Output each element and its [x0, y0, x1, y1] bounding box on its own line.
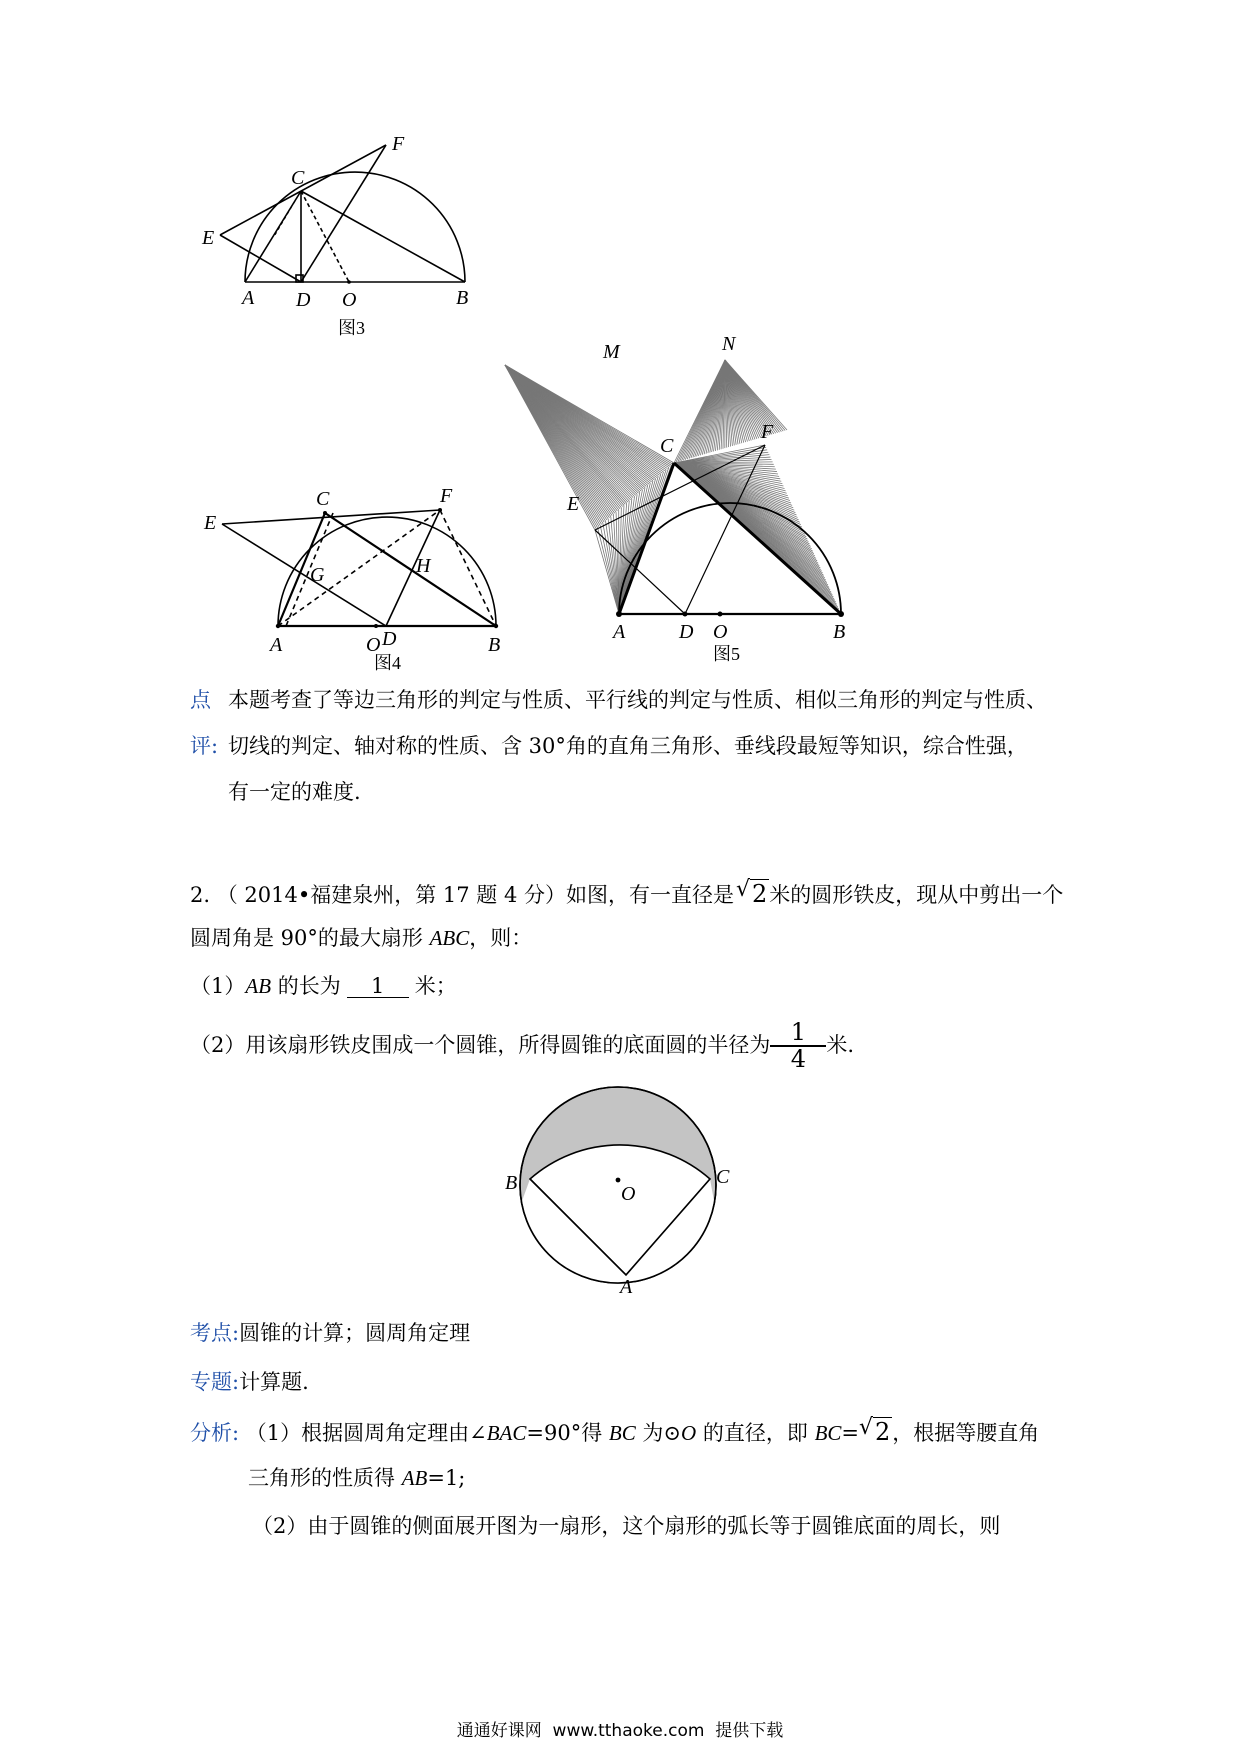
q2-fraction-numerator: 1 [790, 1018, 806, 1046]
circle-label-B: B [505, 1172, 518, 1194]
fenxi-text-f: ，根据等腰直角 [892, 1421, 1040, 1445]
q1-answer-blank [347, 976, 409, 998]
fig5-label-D: D [679, 621, 694, 643]
segment-bc: BC [608, 1421, 636, 1445]
fig5-caption: 图5 [713, 644, 740, 664]
fig5-label-O: O [713, 621, 728, 643]
circle-o: O [681, 1421, 697, 1445]
fenxi-label: 分析: [190, 1421, 240, 1445]
fenxi-sqrt [859, 1415, 892, 1446]
fig4-label-O: O [366, 634, 381, 656]
problem2-intro: 2. （ 2014•福建泉州，第 17 题 4 分）如图，有一直径是 [190, 883, 734, 907]
problem2-intro-tail: 米的圆形铁皮，现从中剪出一个 [769, 883, 1064, 907]
zhuanti-text: 计算题. [239, 1370, 309, 1394]
fig4-label-E: E [204, 512, 217, 534]
fig4-label-G: G [310, 564, 325, 586]
q2-answer-blank [770, 1018, 826, 1073]
fig4-caption: 图4 [374, 653, 401, 673]
angle-name: BAC [486, 1421, 527, 1445]
kaodian-text: 圆锥的计算；圆周角定理 [239, 1321, 471, 1345]
kaodian-label: 考点: [190, 1321, 240, 1345]
page-footer: 通通好课网 www.tthaoke.com 提供下载 [456, 1721, 784, 1741]
fig3-caption: 图3 [338, 318, 365, 338]
figure-3 [200, 133, 540, 385]
problem2-line-2 [190, 928, 532, 949]
fig5-label-M: M [603, 341, 620, 363]
q2-unit: 米. [826, 1032, 855, 1057]
comment-line-1: 本题考查了等边三角形的判定与性质、平行线的判定与性质、相似三角形的判定与性质、 [228, 688, 1047, 712]
fenxi-radicand: 2 [875, 1418, 891, 1446]
zhuanti-row [190, 1372, 309, 1393]
q2-fraction-denominator: 4 [790, 1045, 806, 1073]
problem2-line2-tail: ，则： [469, 926, 533, 950]
fig5-label-E: E [567, 493, 580, 515]
fig3-label-F: F [392, 133, 405, 155]
question-2 [190, 1018, 855, 1073]
fig5-label-A: A [613, 621, 626, 643]
figure-5 [555, 333, 955, 680]
fenxi-radical-icon: √ [859, 1415, 874, 1440]
q1-number: （1） [190, 974, 246, 998]
fig3-label-B: B [456, 287, 469, 309]
fig4-label-B: B [488, 634, 501, 656]
fig3-label-E: E [202, 227, 215, 249]
fig4-label-F: F [440, 485, 453, 507]
fig3-label-D: D [296, 289, 311, 311]
sector-figure [500, 1085, 750, 1298]
fenxi-eq: = [841, 1421, 860, 1445]
comment-line-2: 切线的判定、轴对称的性质、含 30°角的直角三角形、垂线段最短等知识，综合性强， [228, 734, 1028, 758]
zhuanti-label: 专题: [190, 1370, 240, 1394]
circle-label-O: O [621, 1183, 636, 1205]
fig5-label-F: F [761, 421, 774, 443]
fig4-label-A: A [270, 634, 283, 656]
q1-answer: 1 [371, 974, 385, 998]
question-1 [190, 976, 457, 998]
fenxi-text-c: 为⊙ [635, 1421, 682, 1445]
comment-label-1: 点 [190, 688, 211, 712]
fenxi-text-a: （1）根据圆周角定理由∠ [245, 1421, 487, 1445]
fenxi-l2-text: 三角形的性质得 [248, 1466, 402, 1490]
fenxi-l2-tail: =1; [427, 1466, 466, 1490]
q2-text: （2）用该扇形铁皮围成一个圆锥，所得圆锥的底面圆的半径为 [190, 1032, 771, 1057]
segment-bc-2: BC [814, 1421, 842, 1445]
fenxi-text-d: 的直径，即 [696, 1421, 815, 1445]
fig4-label-H: H [416, 555, 431, 577]
q1-unit: 米； [414, 974, 457, 998]
problem2-line-1 [190, 877, 1064, 908]
comment-line-3: 有一定的难度. [228, 780, 361, 804]
fenxi-text-b: =90°得 [526, 1421, 609, 1445]
circle-label-C: C [716, 1166, 730, 1188]
sqrt-radicand: 2 [752, 880, 768, 908]
fig4-label-C: C [316, 488, 330, 510]
fig3-label-A: A [242, 287, 255, 309]
fig5-label-C: C [660, 435, 674, 457]
fenxi-row-1 [190, 1415, 1040, 1446]
sqrt-symbol [736, 877, 769, 908]
fig5-hatch-line [505, 365, 674, 463]
fenxi-row-3: （2）由于圆锥的侧面展开图为一扇形，这个扇形的弧长等于圆锥底面的周长，则 [252, 1514, 1001, 1538]
segment-ab: AB [401, 1466, 428, 1490]
figure-4 [200, 485, 560, 685]
fig3-label-C: C [291, 167, 305, 189]
kaodian-row [190, 1323, 470, 1344]
sector-name: ABC [429, 926, 470, 950]
q1-segment: AB [245, 974, 272, 998]
fenxi-row-2 [248, 1468, 465, 1489]
circle-label-A: A [620, 1276, 633, 1298]
fig4-label-D: D [382, 628, 397, 650]
fig5-label-N: N [722, 333, 736, 355]
q1-text: 的长为 [271, 974, 341, 998]
comment-label-2: 评: [190, 734, 219, 758]
sqrt-radical-icon: √ [736, 877, 751, 902]
fig5-label-B: B [833, 621, 846, 643]
problem2-line2-text: 圆周角是 90°的最大扇形 [190, 926, 430, 950]
fig3-label-O: O [342, 289, 357, 311]
